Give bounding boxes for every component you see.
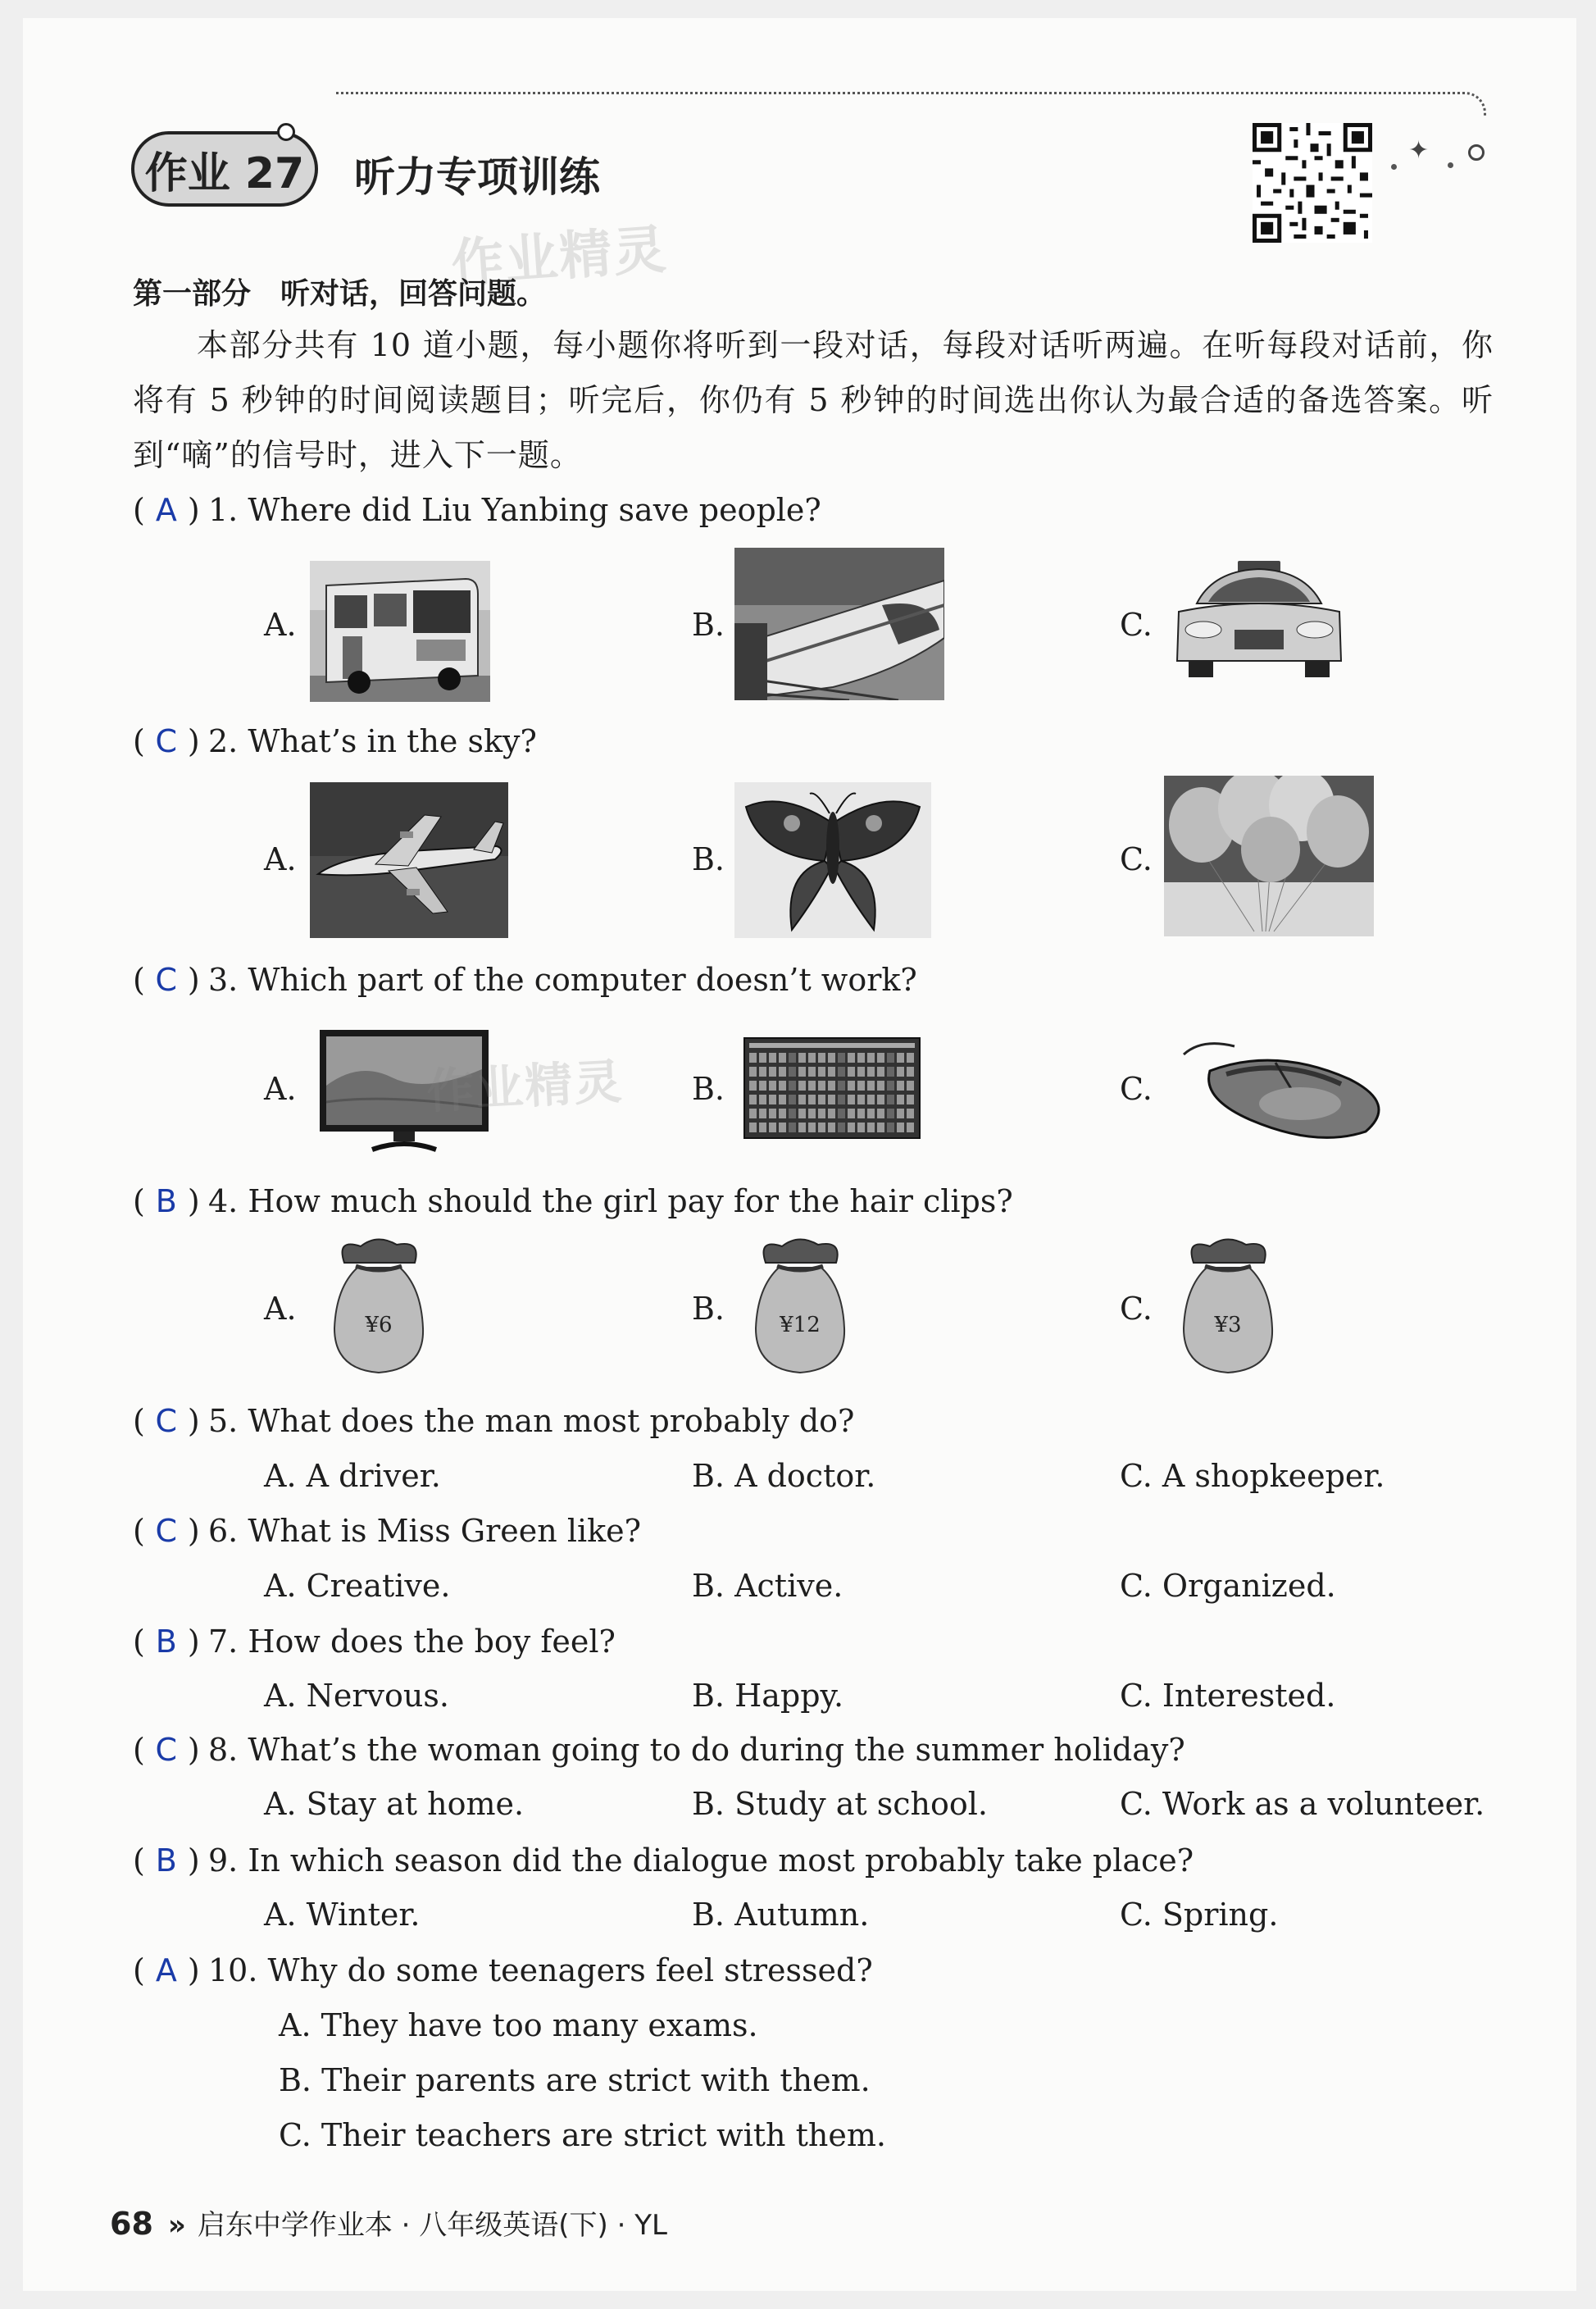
answer: C <box>155 1732 178 1768</box>
question-text: Where did Liu Yanbing save people? <box>248 492 821 528</box>
kite-image <box>734 782 931 938</box>
option-a: A. <box>264 841 297 877</box>
price-label: ¥12 <box>780 1313 821 1337</box>
question-text: Which part of the computer doesn’t work? <box>248 962 917 998</box>
question-text: What’s the woman going to do during the summer holiday? <box>248 1732 1185 1768</box>
option-a: A. They have too many exams. <box>279 2007 758 2043</box>
decor-dot <box>1391 164 1397 170</box>
double-arrow-icon: » <box>167 2209 186 2242</box>
price-label: ¥6 <box>365 1313 393 1337</box>
option-b: B. Happy. <box>692 1678 844 1714</box>
decor-circle-icon <box>1468 144 1485 161</box>
keyboard-image <box>743 1036 921 1140</box>
book-title: 启东中学作业本 · 八年级英语(下) · YL <box>197 2209 667 2242</box>
option-a: A. <box>264 1071 297 1107</box>
option-b: B. <box>692 1071 725 1107</box>
question-5: ( C ) 5. What does the man most probably do? <box>133 1403 855 1439</box>
section-intro: 本部分共有 10 道小题，每小题你将听到一段对话，每段对话听两遍。在听每段对话前，你将有 5 秒钟的时间阅读题目；听完后，你仍有 5 秒钟的时间选出你认为最合适的备选答案。听到“嘀”的信号时，进入下一题。 <box>133 327 1494 473</box>
option-b: B. A doctor. <box>692 1458 876 1494</box>
option-c: C. <box>1120 1291 1153 1327</box>
bus-image <box>310 561 490 702</box>
question-3: ( C ) 3. Which part of the computer doesn’t work? <box>133 962 917 998</box>
money-bag-image <box>749 1238 851 1379</box>
option-a: A. <box>264 607 297 643</box>
watermark: 作业精灵 <box>425 1053 625 1120</box>
question-text: What’s in the sky? <box>248 723 537 759</box>
taxi-image <box>1172 554 1346 685</box>
qr-code-icon[interactable] <box>1253 123 1372 243</box>
option-b: B. <box>692 607 725 643</box>
answer: A <box>155 492 177 528</box>
badge-dot <box>277 123 295 141</box>
balloons-image <box>1164 776 1374 936</box>
option-c: C. Work as a volunteer. <box>1120 1786 1485 1822</box>
question-10: ( A ) 10. Why do some teenagers feel stressed? <box>133 1952 873 1988</box>
header-dotted-line <box>336 92 1486 116</box>
answer: C <box>155 962 178 998</box>
question-6: ( C ) 6. What is Miss Green like? <box>133 1513 642 1549</box>
option-c: C. A shopkeeper. <box>1120 1458 1385 1494</box>
page-number: 68 <box>110 2206 153 2242</box>
question-text: What is Miss Green like? <box>248 1513 642 1549</box>
sparkle-icon: ✦ <box>1408 136 1430 165</box>
option-a: A. Creative. <box>264 1568 451 1604</box>
mouse-image <box>1177 1038 1390 1145</box>
question-2: ( C ) 2. What’s in the sky? <box>133 723 537 759</box>
option-b: B. Their parents are strict with them. <box>279 2062 871 2098</box>
page-title: 听力专项训练 <box>354 153 600 201</box>
option-a: A. Nervous. <box>264 1678 449 1714</box>
option-c: C. Interested. <box>1120 1678 1336 1714</box>
option-b: B. <box>692 841 725 877</box>
question-7: ( B ) 7. How does the boy feel? <box>133 1624 616 1660</box>
option-c: C. <box>1120 841 1153 877</box>
decor-dot <box>1448 162 1453 168</box>
option-b: B. Active. <box>692 1568 843 1604</box>
option-c: C. <box>1120 1071 1153 1107</box>
option-c: C. <box>1120 607 1153 643</box>
option-a: A. <box>264 1291 297 1327</box>
question-text: In which season did the dialogue most probably take place? <box>248 1842 1194 1879</box>
page-footer <box>110 2202 667 2243</box>
option-b: B. Autumn. <box>692 1897 870 1933</box>
watermark: 作业精灵 <box>449 219 670 296</box>
answer: B <box>155 1624 177 1660</box>
question-text: Why do some teenagers feel stressed? <box>267 1952 873 1988</box>
money-bag-image <box>328 1238 430 1379</box>
answer: B <box>155 1183 177 1219</box>
airplane-image <box>310 782 508 938</box>
option-a: A. Stay at home. <box>264 1786 525 1822</box>
option-b: B. Study at school. <box>692 1786 988 1822</box>
option-c: C. Organized. <box>1120 1568 1336 1604</box>
answer: B <box>155 1842 177 1879</box>
question-text: How does the boy feel? <box>248 1624 616 1660</box>
price-label: ¥3 <box>1214 1313 1242 1337</box>
homework-badge: 作业 27 <box>131 131 318 207</box>
section-title: 第一部分 听对话，回答问题。 <box>133 277 547 311</box>
option-a: A. Winter. <box>264 1897 421 1933</box>
answer: C <box>155 1403 178 1439</box>
question-8: ( C ) 8. What’s the woman going to do during the summer holiday? <box>133 1732 1185 1768</box>
answer: C <box>155 1513 178 1549</box>
answer: C <box>155 723 178 759</box>
answer: A <box>155 1952 177 1988</box>
question-9: ( B ) 9. In which season did the dialogue most probably take place? <box>133 1842 1194 1879</box>
question-1: ( A ) 1. Where did Liu Yanbing save people? <box>133 492 821 528</box>
question-4: ( B ) 4. How much should the girl pay for the hair clips? <box>133 1183 1013 1219</box>
option-c: C. Their teachers are strict with them. <box>279 2117 886 2153</box>
option-a: A. A driver. <box>264 1458 441 1494</box>
money-bag-image <box>1177 1238 1279 1379</box>
option-c: C. Spring. <box>1120 1897 1279 1933</box>
question-text: How much should the girl pay for the hair clips? <box>248 1183 1013 1219</box>
question-text: What does the man most probably do? <box>248 1403 855 1439</box>
option-b: B. <box>692 1291 725 1327</box>
train-image <box>734 548 944 700</box>
